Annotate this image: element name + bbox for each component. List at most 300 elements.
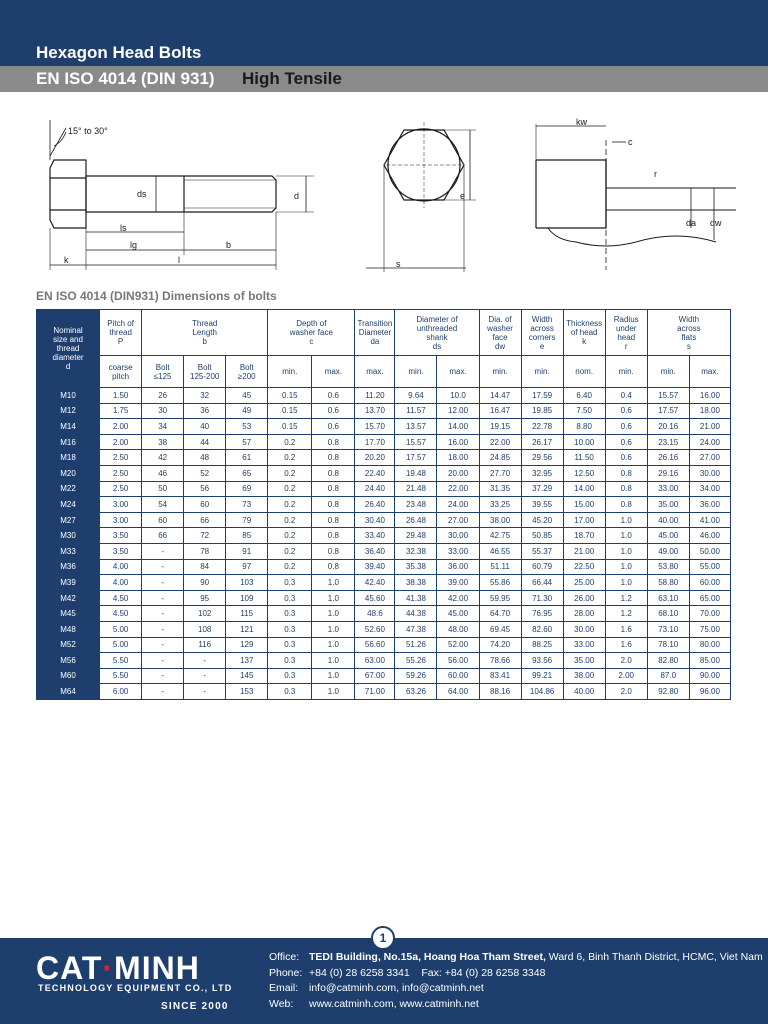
header-group xyxy=(100,310,142,356)
table-cell: 0.2 xyxy=(268,497,312,513)
table-cell: 66 xyxy=(142,528,184,544)
company-logo xyxy=(36,950,200,987)
table-cell: 84 xyxy=(184,559,226,575)
table-cell: 15.70 xyxy=(355,419,395,435)
table-cell: 0.4 xyxy=(605,388,647,404)
e-label: e xyxy=(460,191,466,201)
table-cell: 56 xyxy=(184,481,226,497)
table-cell: 17.57 xyxy=(395,450,437,466)
table-cell: 82.80 xyxy=(647,653,689,669)
table-cell: 56.00 xyxy=(437,653,479,669)
table-cell: 26.16 xyxy=(647,450,689,466)
table-cell: 83.41 xyxy=(479,668,521,684)
table-cell: 27.00 xyxy=(689,450,730,466)
subheader-line: nom. xyxy=(575,367,594,376)
table-cell: 1.0 xyxy=(312,606,355,622)
table-cell: 1.0 xyxy=(312,621,355,637)
table-cell: 16.00 xyxy=(437,434,479,450)
table-row xyxy=(37,684,731,700)
table-cell: 129 xyxy=(226,637,268,653)
table-cell: 32.95 xyxy=(521,465,563,481)
table-cell: 78.10 xyxy=(647,637,689,653)
table-cell: 1.6 xyxy=(605,621,647,637)
office-address-bold: TEDI Building, No.15a, Hoang Hoa Tham Street, xyxy=(309,951,546,963)
subheader-line: min. xyxy=(492,367,508,376)
table-cell: 0.3 xyxy=(268,684,312,700)
row-size-label: M30 xyxy=(37,528,100,544)
table-cell: 46.00 xyxy=(689,528,730,544)
row-size-label: M16 xyxy=(37,434,100,450)
table-cell: 26.40 xyxy=(355,497,395,513)
table-cell: 79 xyxy=(226,512,268,528)
table-cell: 2.0 xyxy=(605,684,647,700)
table-row xyxy=(37,543,731,559)
table-cell: 60 xyxy=(184,497,226,513)
l-label: l xyxy=(178,255,180,265)
table-cell: 4.50 xyxy=(100,606,142,622)
table-cell: 1.50 xyxy=(100,388,142,404)
row-size-label: M22 xyxy=(37,481,100,497)
table-cell: 40.00 xyxy=(647,512,689,528)
table-cell: 0.15 xyxy=(268,419,312,435)
table-cell: 69 xyxy=(226,481,268,497)
bolt-diagram xyxy=(36,110,736,280)
table-cell: 26 xyxy=(142,388,184,404)
table-cell: 0.2 xyxy=(268,528,312,544)
table-cell: 70.00 xyxy=(689,606,730,622)
table-cell: 58.80 xyxy=(647,575,689,591)
table-cell: 121 xyxy=(226,621,268,637)
subheader-line: min. xyxy=(408,367,424,376)
table-cell: 0.2 xyxy=(268,512,312,528)
table-cell: 3.00 xyxy=(100,497,142,513)
subheader-cell xyxy=(312,356,355,388)
table-cell: 0.2 xyxy=(268,543,312,559)
table-cell: 90.00 xyxy=(689,668,730,684)
table-cell: 60 xyxy=(142,512,184,528)
phone-value: +84 (0) 28 6258 3341 xyxy=(309,966,410,979)
table-cell: 0.8 xyxy=(312,465,355,481)
table-cell: 15.00 xyxy=(563,497,605,513)
table-cell: 66.44 xyxy=(521,575,563,591)
table-row xyxy=(37,653,731,669)
table-cell: 50.00 xyxy=(689,543,730,559)
table-cell: 18.70 xyxy=(563,528,605,544)
table-cell: 0.3 xyxy=(268,637,312,653)
table-row xyxy=(37,512,731,528)
table-cell: 34.00 xyxy=(689,481,730,497)
table-row xyxy=(37,450,731,466)
table-cell: 63.10 xyxy=(647,590,689,606)
email-link[interactable]: info@catminh.com, info@catminh.net xyxy=(309,982,484,994)
table-cell: 10.0 xyxy=(437,388,479,404)
subheader-line: coarse xyxy=(108,362,133,372)
table-cell: 153 xyxy=(226,684,268,700)
table-cell: 27.00 xyxy=(437,512,479,528)
header-line: washer face xyxy=(289,328,333,337)
table-cell: 0.2 xyxy=(268,450,312,466)
table-cell: - xyxy=(184,653,226,669)
table-row xyxy=(37,559,731,575)
subheader-line: min. xyxy=(618,367,634,376)
page-number: 1 xyxy=(371,926,395,950)
s-label: s xyxy=(396,259,401,269)
table-cell: 24.00 xyxy=(689,434,730,450)
grade-label: High Tensile xyxy=(242,69,342,88)
table-cell: 1.75 xyxy=(100,403,142,419)
table-cell: - xyxy=(142,653,184,669)
table-cell: 19.48 xyxy=(395,465,437,481)
table-cell: 56.60 xyxy=(355,637,395,653)
table-row xyxy=(37,434,731,450)
table-cell: 16.47 xyxy=(479,403,521,419)
table-cell: 97 xyxy=(226,559,268,575)
table-cell: 41.38 xyxy=(395,590,437,606)
web-link[interactable]: www.catminh.com, www.catminh.net xyxy=(309,997,479,1010)
table-cell: 1.0 xyxy=(605,512,647,528)
subheader-line: Bolt xyxy=(155,362,170,372)
table-cell: 36.40 xyxy=(355,543,395,559)
table-cell: 0.3 xyxy=(268,575,312,591)
table-cell: 59.95 xyxy=(479,590,521,606)
subheader-cell xyxy=(479,356,521,388)
header-line: thread xyxy=(109,328,132,337)
web-label: Web: xyxy=(269,997,294,1010)
row-size-label: M18 xyxy=(37,450,100,466)
table-cell: 33.00 xyxy=(437,543,479,559)
table-cell: - xyxy=(184,668,226,684)
subheader-line: min. xyxy=(534,367,550,376)
row-size-label: M10 xyxy=(37,388,100,404)
table-cell: 46.55 xyxy=(479,543,521,559)
k-label: k xyxy=(64,255,69,265)
table-cell: 30.00 xyxy=(437,528,479,544)
header-line: under xyxy=(615,323,637,333)
table-cell: - xyxy=(142,668,184,684)
table-cell: 38.00 xyxy=(479,512,521,528)
table-cell: 40.00 xyxy=(563,684,605,700)
table-cell: 1.0 xyxy=(312,653,355,669)
logo-text-left: CAT xyxy=(36,950,103,986)
table-cell: 2.00 xyxy=(605,668,647,684)
table-cell: 24.40 xyxy=(355,481,395,497)
table-cell: 29.48 xyxy=(395,528,437,544)
table-cell: 11.20 xyxy=(355,388,395,404)
header-line: flats xyxy=(681,332,697,342)
header-line: P xyxy=(117,337,124,346)
table-cell: 104.86 xyxy=(521,684,563,700)
header-line: Nominal xyxy=(53,326,83,335)
table-cell: 66 xyxy=(184,512,226,528)
header-line: Dia. of xyxy=(488,314,512,324)
angle-label: 15° to 30° xyxy=(68,126,108,136)
table-cell: 35.38 xyxy=(395,559,437,575)
table-cell: 17.70 xyxy=(355,434,395,450)
table-cell: 22.40 xyxy=(355,465,395,481)
table-cell: - xyxy=(142,590,184,606)
b-label: b xyxy=(226,240,232,250)
header-line: Transition xyxy=(357,319,393,328)
table-cell: 1.0 xyxy=(312,590,355,606)
table-cell: 0.8 xyxy=(605,497,647,513)
header-group xyxy=(395,310,479,356)
table-cell: 45.60 xyxy=(355,590,395,606)
table-cell: 0.6 xyxy=(605,434,647,450)
header-line: Depth of xyxy=(296,319,327,328)
table-cell: 0.3 xyxy=(268,653,312,669)
table-cell: 1.0 xyxy=(605,543,647,559)
table-cell: 38 xyxy=(142,434,184,450)
table-cell: 0.8 xyxy=(312,481,355,497)
subheader-line: max. xyxy=(324,367,343,376)
header-group xyxy=(479,310,521,356)
table-cell: 21.48 xyxy=(395,481,437,497)
header-line: Radius xyxy=(613,314,639,324)
head-detail xyxy=(536,160,606,228)
table-cell: 13.70 xyxy=(355,403,395,419)
table-cell: 33.00 xyxy=(563,637,605,653)
table-cell: 69.45 xyxy=(479,621,521,637)
table-cell: 28.00 xyxy=(563,606,605,622)
table-cell: 48.00 xyxy=(437,621,479,637)
table-cell: 49.00 xyxy=(647,543,689,559)
table-cell: 109 xyxy=(226,590,268,606)
table-cell: 0.15 xyxy=(268,388,312,404)
row-size-label: M12 xyxy=(37,403,100,419)
table-cell: 55.00 xyxy=(689,559,730,575)
table-cell: 2.00 xyxy=(100,434,142,450)
table-cell: 30.00 xyxy=(689,465,730,481)
table-cell: 29.56 xyxy=(521,450,563,466)
header-line: Length xyxy=(192,328,217,337)
table-cell: 1.0 xyxy=(605,528,647,544)
kw-label: kw xyxy=(576,117,587,127)
table-cell: 55.26 xyxy=(395,653,437,669)
email-label: Email: xyxy=(269,982,299,994)
table-cell: 0.6 xyxy=(605,419,647,435)
table-cell: 2.50 xyxy=(100,465,142,481)
table-cell: 1.0 xyxy=(312,668,355,684)
subheader-cell xyxy=(605,356,647,388)
table-row xyxy=(37,606,731,622)
table-cell: 74.20 xyxy=(479,637,521,653)
subheader-bar xyxy=(0,66,768,92)
table-cell: 45.00 xyxy=(647,528,689,544)
row-size-label: M39 xyxy=(37,575,100,591)
table-cell: 24.00 xyxy=(437,497,479,513)
table-cell: 35.00 xyxy=(563,653,605,669)
header-group xyxy=(647,310,730,356)
header-line: head xyxy=(617,332,636,342)
table-cell: 61 xyxy=(226,450,268,466)
table-cell: 60.00 xyxy=(437,668,479,684)
phone-label: Phone: xyxy=(269,966,303,979)
header-group xyxy=(563,310,605,356)
subheader-line: ≤125 xyxy=(153,371,172,381)
table-cell: 87.0 xyxy=(647,668,689,684)
row-size-label: M42 xyxy=(37,590,100,606)
table-cell: 0.8 xyxy=(312,450,355,466)
table-cell: 25.00 xyxy=(563,575,605,591)
row-size-label: M45 xyxy=(37,606,100,622)
table-cell: 30.40 xyxy=(355,512,395,528)
row-size-label: M36 xyxy=(37,559,100,575)
table-cell: 42.40 xyxy=(355,575,395,591)
table-cell: 65.00 xyxy=(689,590,730,606)
table-cell: 0.8 xyxy=(605,465,647,481)
table-cell: 65 xyxy=(226,465,268,481)
table-cell: 0.8 xyxy=(312,528,355,544)
header-group xyxy=(521,310,563,356)
table-cell: 12.00 xyxy=(437,403,479,419)
bolt-head-side xyxy=(50,160,86,228)
table-cell: 33.00 xyxy=(647,481,689,497)
table-cell: 26.48 xyxy=(395,512,437,528)
lg-label: lg xyxy=(130,240,138,250)
table-cell: 92.80 xyxy=(647,684,689,700)
since-label: SINCE 2000 xyxy=(161,1001,229,1012)
table-cell: 0.2 xyxy=(268,559,312,575)
row-size-label: M60 xyxy=(37,668,100,684)
ds-label: ds xyxy=(137,189,147,199)
table-cell: 145 xyxy=(226,668,268,684)
table-cell: 0.3 xyxy=(268,606,312,622)
table-cell: 27.70 xyxy=(479,465,521,481)
header-line: face xyxy=(492,332,508,342)
subheader-line: min. xyxy=(282,367,298,376)
header-line: diameter xyxy=(52,353,84,362)
table-cell: 73 xyxy=(226,497,268,513)
table-head xyxy=(37,310,731,388)
office-label: Office: xyxy=(269,951,300,963)
table-cell: 85 xyxy=(226,528,268,544)
table-cell: 0.6 xyxy=(605,403,647,419)
table-row xyxy=(37,637,731,653)
table-cell: 26.17 xyxy=(521,434,563,450)
table-cell: 51.11 xyxy=(479,559,521,575)
table-cell: 19.85 xyxy=(521,403,563,419)
table-cell: - xyxy=(184,684,226,700)
header-line: thread xyxy=(56,344,80,353)
row-size-label: M20 xyxy=(37,465,100,481)
table-cell: 40 xyxy=(184,419,226,435)
table-cell: 7.50 xyxy=(563,403,605,419)
table-cell: 33.25 xyxy=(479,497,521,513)
d-label: d xyxy=(294,191,300,201)
table-cell: 50 xyxy=(142,481,184,497)
table-cell: - xyxy=(142,559,184,575)
table-cell: 1.6 xyxy=(605,637,647,653)
table-cell: 36 xyxy=(184,403,226,419)
table-cell: 99.21 xyxy=(521,668,563,684)
subheader-line: max. xyxy=(449,367,467,376)
table-cell: - xyxy=(142,543,184,559)
table-cell: 46 xyxy=(142,465,184,481)
header-line: r xyxy=(624,341,628,351)
table-cell: 0.15 xyxy=(268,403,312,419)
table-cell: 63.26 xyxy=(395,684,437,700)
subheader-line: ≥200 xyxy=(237,371,256,381)
table-cell: 42.00 xyxy=(437,590,479,606)
table-body xyxy=(37,388,731,700)
logo-dot: · xyxy=(102,950,115,986)
table-cell: 78 xyxy=(184,543,226,559)
table-cell: 36.00 xyxy=(689,497,730,513)
table-cell: 3.50 xyxy=(100,543,142,559)
table-cell: 42.75 xyxy=(479,528,521,544)
table-cell: 18.00 xyxy=(689,403,730,419)
table-cell: 64.70 xyxy=(479,606,521,622)
row-size-label: M27 xyxy=(37,512,100,528)
table-cell: 3.50 xyxy=(100,528,142,544)
table-cell: 37.29 xyxy=(521,481,563,497)
table-cell: 14.00 xyxy=(437,419,479,435)
table-cell: 22.78 xyxy=(521,419,563,435)
table-cell: 26.00 xyxy=(563,590,605,606)
table-cell: 19.15 xyxy=(479,419,521,435)
table-cell: 13.57 xyxy=(395,419,437,435)
table-cell: 36.00 xyxy=(437,559,479,575)
subheader-cell xyxy=(226,356,268,388)
row-size-label: M64 xyxy=(37,684,100,700)
table-cell: 1.0 xyxy=(312,637,355,653)
table-cell: 137 xyxy=(226,653,268,669)
table-row xyxy=(37,481,731,497)
table-cell: 47.38 xyxy=(395,621,437,637)
table-row xyxy=(37,403,731,419)
table-cell: - xyxy=(142,637,184,653)
header-line: da xyxy=(370,337,380,346)
table-cell: 0.6 xyxy=(312,403,355,419)
table-row xyxy=(37,388,731,404)
table-cell: 0.3 xyxy=(268,590,312,606)
table-cell: 5.50 xyxy=(100,653,142,669)
table-cell: 0.8 xyxy=(312,497,355,513)
table-cell: 45.00 xyxy=(437,606,479,622)
header-line: Width xyxy=(678,314,700,324)
table-cell: 0.3 xyxy=(268,668,312,684)
section-title: EN ISO 4014 (DIN931) Dimensions of bolts xyxy=(36,289,277,303)
table-cell: 0.2 xyxy=(268,465,312,481)
table-cell: 0.8 xyxy=(312,559,355,575)
table-cell: 29.16 xyxy=(647,465,689,481)
subheader-cell xyxy=(647,356,689,388)
table-cell: 15.57 xyxy=(647,388,689,404)
table-cell: 0.8 xyxy=(605,481,647,497)
dimensions-table xyxy=(36,309,731,700)
table-cell: 1.2 xyxy=(605,606,647,622)
table-cell: 116 xyxy=(184,637,226,653)
table-cell: 45.20 xyxy=(521,512,563,528)
table-cell: 52 xyxy=(184,465,226,481)
table-cell: 55.37 xyxy=(521,543,563,559)
subheader-cell xyxy=(142,356,184,388)
table-cell: 0.3 xyxy=(268,621,312,637)
table-cell: 91 xyxy=(226,543,268,559)
table-cell: - xyxy=(142,684,184,700)
table-cell: - xyxy=(142,606,184,622)
table-row xyxy=(37,528,731,544)
table-row xyxy=(37,497,731,513)
table-row xyxy=(37,621,731,637)
header-line: b xyxy=(202,337,207,346)
header-line: s xyxy=(686,341,691,351)
r-label: r xyxy=(654,169,657,179)
table-cell: 11.50 xyxy=(563,450,605,466)
table-cell: 93.56 xyxy=(521,653,563,669)
table-cell: 1.0 xyxy=(605,575,647,591)
fax-value: Fax: +84 (0) 28 6258 3348 xyxy=(421,966,546,979)
